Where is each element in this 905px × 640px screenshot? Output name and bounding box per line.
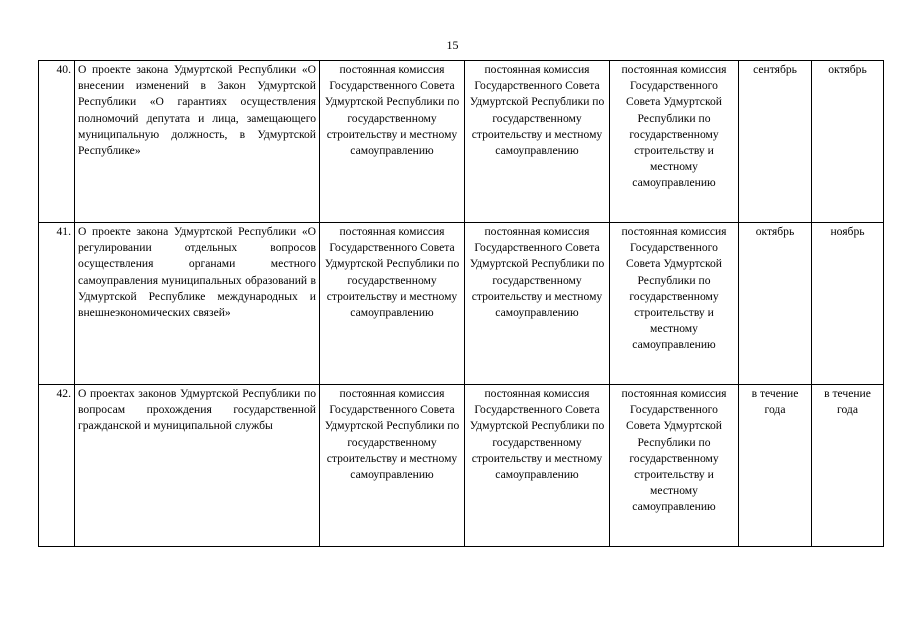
responsible-committee: постоянная комиссия Государственного Совета Удмуртской Республики по государственному строительству и местному самоуправлению [610,385,739,547]
responsible-developer: постоянная комиссия Государственного Совета Удмуртской Республики по государственному строительству и местному самоуправлению [320,385,465,547]
bill-title: О проекте закона Удмуртской Республики «О внесении изменений в Закон Удмуртской Республики «О гарантиях осуществления полномочий депутата и лица, замещающего муниципальную должность, в Удмуртской Республике» [75,61,320,223]
submission-date: сентябрь [739,61,812,223]
responsible-committee: постоянная комиссия Государственного Совета Удмуртской Республики по государственному строительству и местному самоуправлению [610,223,739,385]
legislative-plan-table [38,60,884,547]
responsible-developer: постоянная комиссия Государственного Совета Удмуртской Республики по государственному строительству и местному самоуправлению [320,61,465,223]
responsible-first-reading: постоянная комиссия Государственного Совета Удмуртской Республики по государственному строительству и местному самоуправлению [465,223,610,385]
submission-date: октябрь [739,223,812,385]
row-number: 42. [39,385,75,547]
responsible-first-reading: постоянная комиссия Государственного Совета Удмуртской Республики по государственному строительству и местному самоуправлению [465,61,610,223]
consideration-date: ноябрь [812,223,884,385]
responsible-committee: постоянная комиссия Государственного Совета Удмуртской Республики по государственному строительству и местному самоуправлению [610,61,739,223]
row-number: 41. [39,223,75,385]
bill-title: О проектах законов Удмуртской Республики по вопросам прохождения государственной гражданской и муниципальной службы [75,385,320,547]
row-number: 40. [39,61,75,223]
bill-title: О проекте закона Удмуртской Республики «О регулировании отдельных вопросов осуществления органами местного самоуправления муниципальных образований в Удмуртской Республике международных и внешнеэкономических связей» [75,223,320,385]
table-row [39,385,884,547]
consideration-date: в течение года [812,385,884,547]
table-row [39,61,884,223]
table-row [39,223,884,385]
submission-date: в течение года [739,385,812,547]
page-number: 15 [446,38,459,52]
consideration-date: октябрь [812,61,884,223]
responsible-developer: постоянная комиссия Государственного Совета Удмуртской Республики по государственному строительству и местному самоуправлению [320,223,465,385]
responsible-first-reading: постоянная комиссия Государственного Совета Удмуртской Республики по государственному строительству и местному самоуправлению [465,385,610,547]
